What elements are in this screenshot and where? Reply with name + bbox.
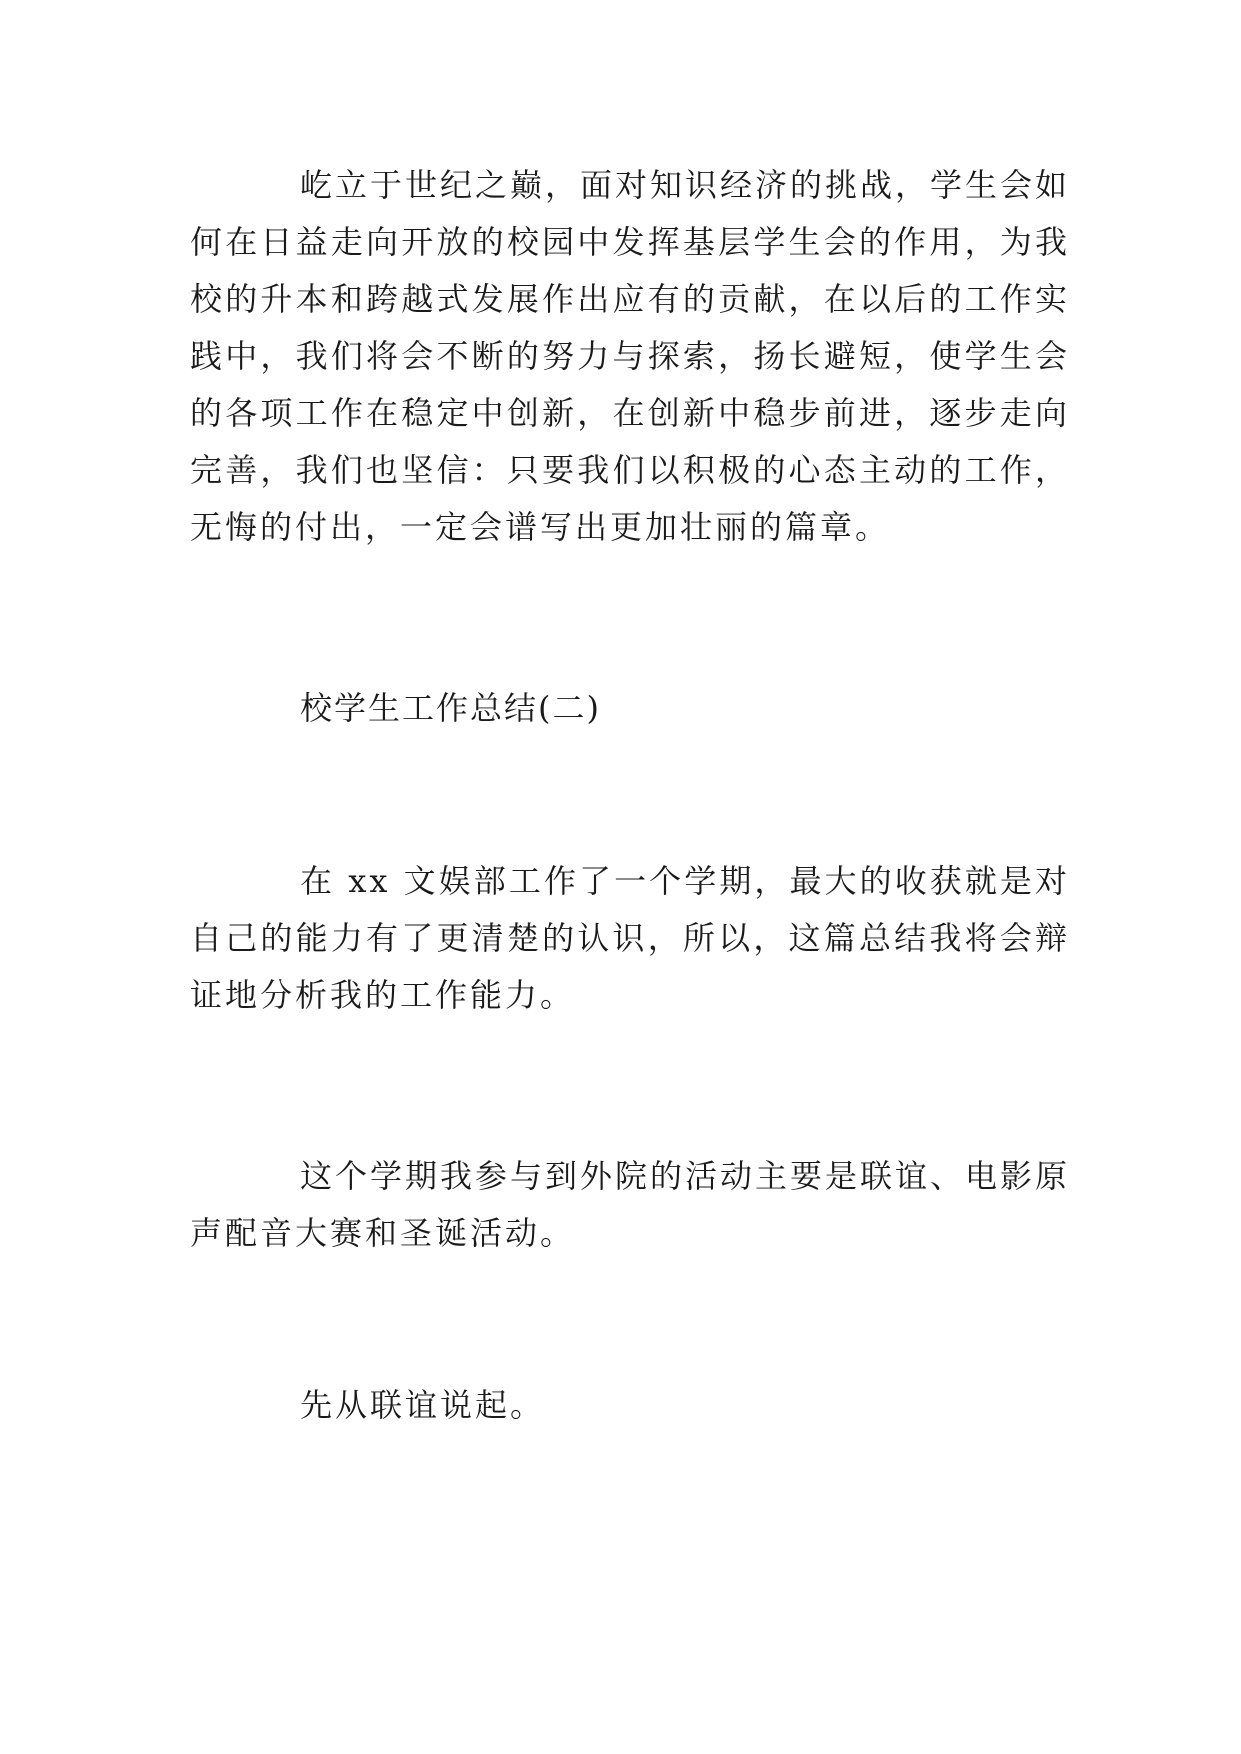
section-title: 校学生工作总结(二) — [300, 689, 601, 727]
body-paragraph: 在 xx 文娱部工作了一个学期，最大的收获就是对自己的能力有了更清楚的认识，所以，这篇总结我将会辩证地分析我的工作能力。 — [190, 862, 1070, 1014]
body-paragraph: 先从联谊说起。 — [300, 1386, 546, 1424]
body-paragraph: 屹立于世纪之巅，面对知识经济的挑战，学生会如何在日益走向开放的校园中发挥基层学生会的作用，为我校的升本和跨越式发展作出应有的贡献，在以后的工作实践中，我们将会不断的努力与探索，扬长避短，使学生会的各项工作在稳定中创新，在创新中稳步前进，逐步走向完善，我们也坚信：只要我们以积极的心态主动的工作，无悔的付出，一定会谱写出更加壮丽的篇章。 — [190, 166, 1071, 546]
body-paragraph: 这个学期我参与到外院的活动主要是联谊、电影原声配音大赛和圣诞活动。 — [190, 1157, 1071, 1252]
